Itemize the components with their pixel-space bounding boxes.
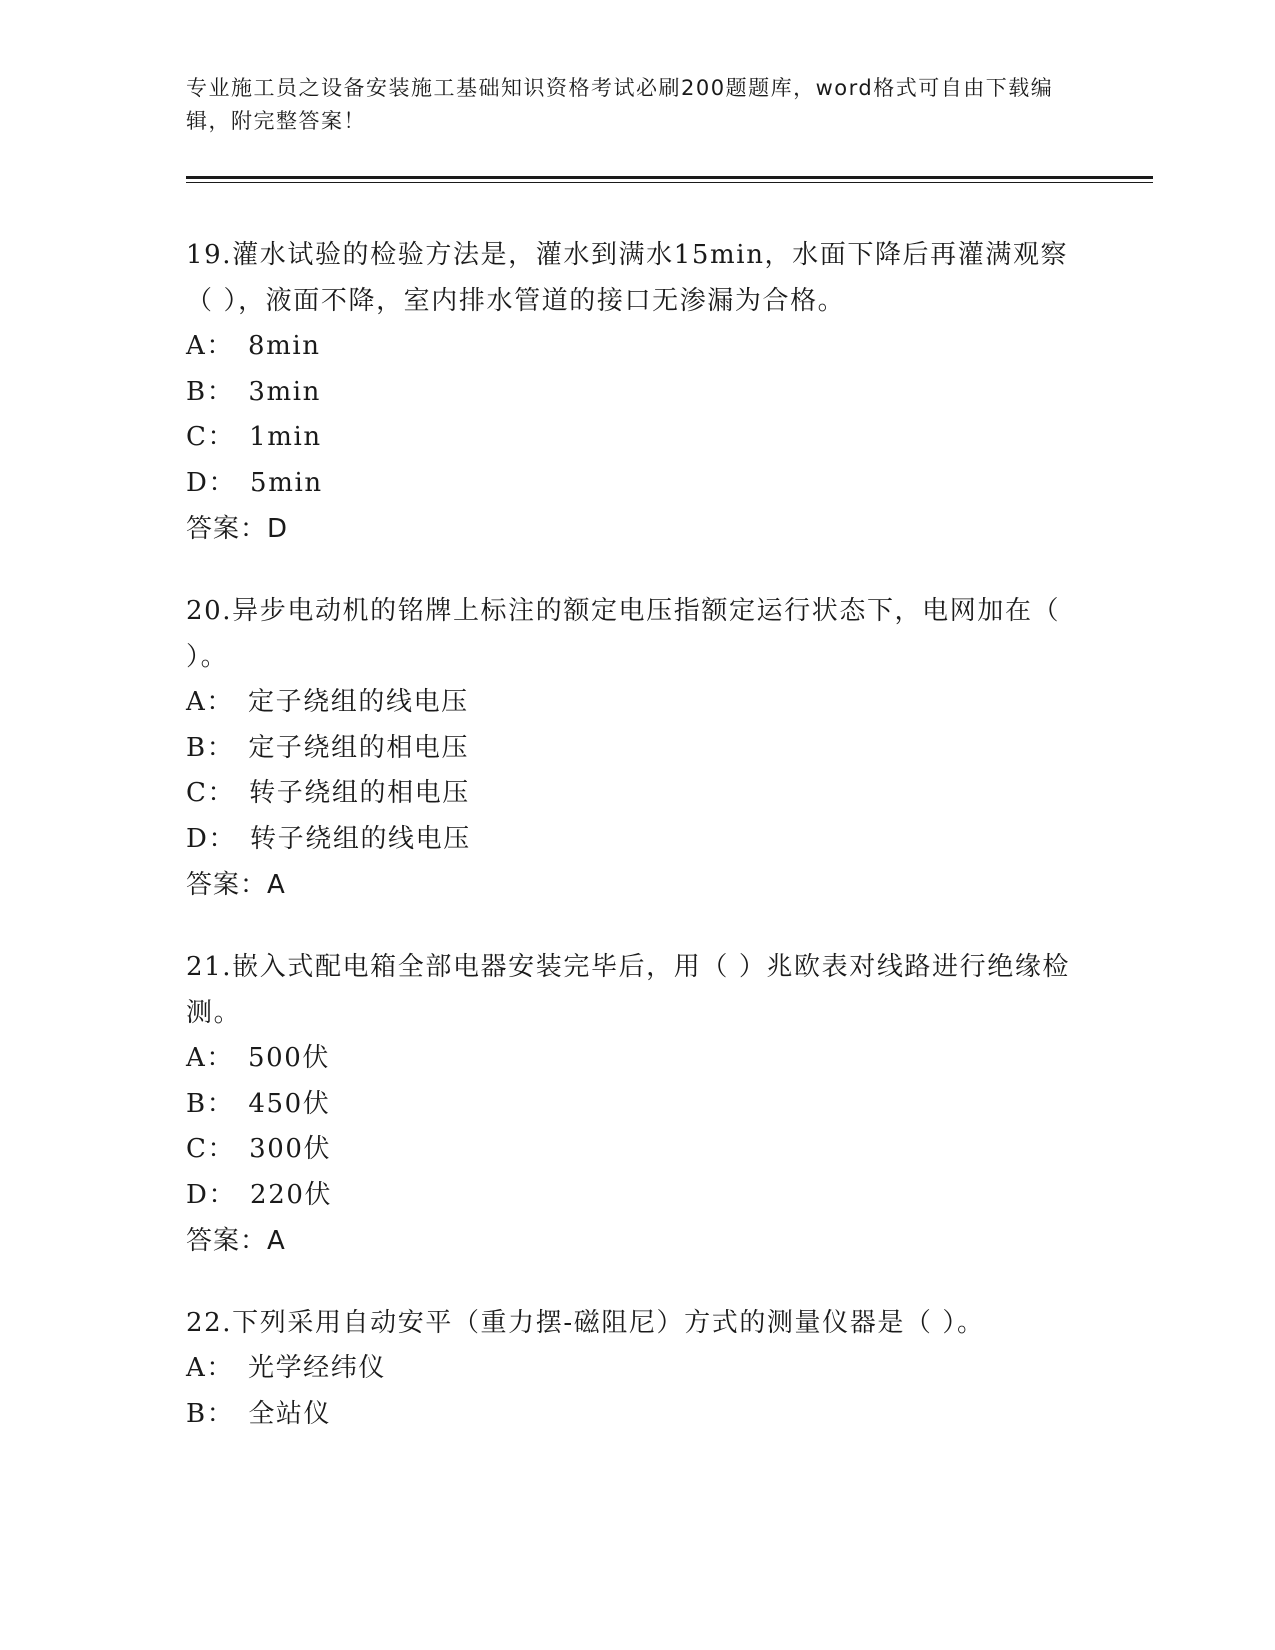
question-stem: 22.下列采用自动安平（重力摆-磁阻尼）方式的测量仪器是（ ）。 xyxy=(186,1308,985,1338)
question-20 xyxy=(186,588,1086,908)
option-text: 1min xyxy=(249,422,322,452)
option-key: B： xyxy=(186,1398,235,1429)
option-text: 全站仪 xyxy=(248,1398,332,1429)
option-text: 光学经纬仪 xyxy=(247,1353,386,1383)
option-c xyxy=(186,1127,1086,1173)
option-key: C： xyxy=(186,1134,236,1164)
header-divider-thin xyxy=(186,182,1153,183)
option-b xyxy=(186,1392,1086,1438)
option-text: 5min xyxy=(250,467,323,498)
option-c xyxy=(186,771,1086,817)
option-d xyxy=(186,817,1086,863)
option-a xyxy=(186,680,1086,726)
option-key: C： xyxy=(186,422,236,452)
option-key: D： xyxy=(186,1179,237,1210)
option-key: D： xyxy=(186,467,237,498)
question-stem: 21.嵌入式配电箱全部电器安装完毕后，用（ ）兆欧表对线路进行绝缘检测。 xyxy=(186,952,1071,1028)
answer-line: 答案：A xyxy=(186,870,286,900)
option-b xyxy=(186,726,1086,772)
option-text: 定子绕组的相电压 xyxy=(248,732,470,763)
option-key: A： xyxy=(186,331,234,361)
option-a xyxy=(186,1346,1086,1392)
option-b xyxy=(186,370,1086,416)
question-19 xyxy=(186,232,1086,552)
option-key: D： xyxy=(186,823,237,854)
question-stem: 20.异步电动机的铭牌上标注的额定电压指额定运行状态下，电网加在（ ）。 xyxy=(186,596,1061,672)
question-22 xyxy=(186,1300,1086,1437)
option-text: 定子绕组的线电压 xyxy=(247,687,469,717)
question-21 xyxy=(186,944,1086,1264)
option-text: 3min xyxy=(248,376,321,407)
answer-line: 答案：D xyxy=(186,514,289,544)
option-key: B： xyxy=(186,1088,235,1119)
option-b xyxy=(186,1082,1086,1128)
document-header: 专业施工员之设备安装施工基础知识资格考试必刷200题题库，word格式可自由下载编辑，附完整答案！ xyxy=(186,76,1054,133)
option-key: B： xyxy=(186,376,235,407)
option-key: B： xyxy=(186,732,235,763)
option-d xyxy=(186,1173,1086,1219)
option-c xyxy=(186,415,1086,461)
option-text: 220伏 xyxy=(250,1179,333,1210)
option-key: A： xyxy=(186,1043,234,1073)
option-key: A： xyxy=(186,1353,234,1383)
option-a xyxy=(186,1036,1086,1082)
option-a xyxy=(186,324,1086,370)
option-text: 转子绕组的相电压 xyxy=(249,778,470,808)
answer-line: 答案：A xyxy=(186,1226,286,1256)
option-text: 300伏 xyxy=(249,1134,332,1164)
option-text: 8min xyxy=(247,331,321,361)
question-stem: 19.灌水试验的检验方法是，灌水到满水15min，水面下降后再灌满观察（ ），液面不降，室内排水管道的接口无渗漏为合格。 xyxy=(186,240,1069,316)
option-text: 转子绕组的线电压 xyxy=(250,823,471,854)
question-list xyxy=(186,232,1086,1473)
option-key: C： xyxy=(186,778,236,808)
option-key: A： xyxy=(186,687,234,717)
option-text: 500伏 xyxy=(247,1043,331,1073)
header-divider-thick xyxy=(186,176,1153,179)
option-text: 450伏 xyxy=(248,1088,331,1119)
option-d xyxy=(186,461,1086,507)
